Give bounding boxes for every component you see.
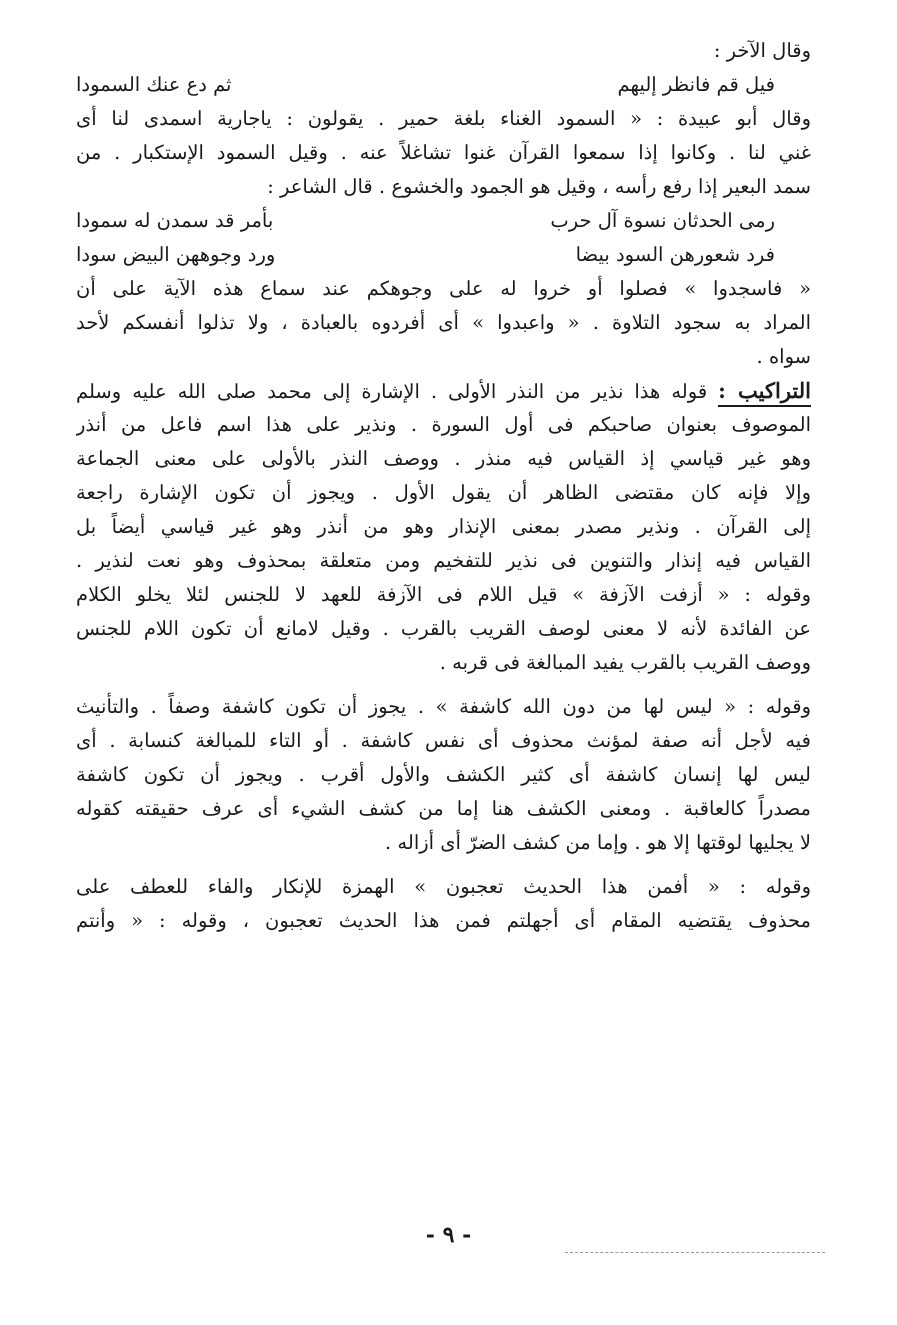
verse-first-hemistich: فرد شعورهن السود بيضا — [575, 243, 775, 266]
verse-second-hemistich: ورد وجوههن البيض سودا — [76, 243, 276, 266]
footer-rule — [565, 1252, 825, 1253]
page-body — [76, 34, 811, 938]
verse — [76, 68, 811, 102]
text-line: ووصف القريب بالقرب يفيد المبالغة فى قربه . — [439, 651, 811, 674]
verse-first-hemistich: فيل قم فانظر إليهم — [617, 73, 775, 96]
text-line: سمد البعير إذا رفع رأسه ، وقيل هو الجمود والخشوع . قال الشاعر : — [267, 175, 811, 198]
text-line: فيه لأجل أنه صفة لمؤنث محذوف أى نفس كاشفة . أو التاء للمبالغة كنسابة . أى — [76, 729, 811, 752]
section-first-line — [76, 374, 811, 408]
text-line: وقال الآخر : — [713, 39, 811, 62]
text-line: وقوله : « أفمن هذا الحديث تعجبون » الهمزة للإنكار والفاء للعطف على — [76, 875, 811, 898]
section-first-line-text: قوله هذا نذير من النذر الأولى . الإشارة إلى محمد صلى الله عليه وسلم — [76, 380, 708, 403]
text-line: وقوله : « أزفت الآزفة » قيل اللام فى الآزفة للعهد لا للجنس لئلا يخلو الكلام — [76, 583, 811, 606]
page-number: - ٩ - — [425, 1222, 472, 1248]
verse-second-hemistich: ثم دع عنك السمودا — [76, 73, 232, 96]
text-line: مصدراً كالعاقبة . ومعنى الكشف هنا إما من كشف الشيء أى عرف حقيقته كقوله — [76, 797, 811, 820]
text-line: سواه . — [756, 345, 811, 368]
section-heading: التراكيب : — [718, 378, 811, 407]
verse — [76, 238, 811, 272]
text-line: إلى القرآن . ونذير مصدر بمعنى الإنذار وهو من أنذر وهو غير قياسي أيضاً بل — [76, 515, 811, 538]
text-line: ليس لها إنسان كاشفة أى كثير الكشف والأول أقرب . ويجوز أن تكون كاشفة — [76, 763, 811, 786]
verse-first-hemistich: رمى الحدثان نسوة آل حرب — [550, 209, 775, 232]
verse — [76, 204, 811, 238]
text-line: وإلا فإنه كان مقتضى الظاهر أن يقول الأول . ويجوز أن تكون الإشارة راجعة — [76, 481, 811, 504]
text-line: المراد به سجود التلاوة . « واعبدوا » أى أفردوه بالعبادة ، ولا تذلوا أنفسكم لأحد — [76, 311, 811, 334]
text-line: عن الفائدة لأنه لا معنى لوصف القريب بالقرب . وقيل لامانع أن تكون اللام للجنس — [76, 617, 811, 640]
text-line: القياس فيه إنذار والتنوين فى نذير للتفخيم ومن متعلقة بمحذوف وهو نعت لنذير . — [76, 549, 811, 572]
text-line: الموصوف بعنوان صاحبكم فى أول السورة . ونذير على هذا اسم فاعل من أنذر — [76, 413, 811, 436]
text-line: غني لنا . وكانوا إذا سمعوا القرآن غنوا تشاغلاً عنه . وقيل السمود الإستكبار . من — [76, 141, 811, 164]
text-line: وقوله : « ليس لها من دون الله كاشفة » . يجوز أن تكون كاشفة وصفاً . والتأنيث — [76, 695, 811, 718]
text-line: وهو غير قياسي إذ القياس فيه منذر . ووصف النذر بالأولى على معنى الجماعة — [76, 447, 811, 470]
text-line: وقال أبو عبيدة : « السمود الغناء بلغة حمير . يقولون : ياجارية اسمدى لنا أى — [76, 107, 811, 130]
text-line: « فاسجدوا » فصلوا أو خروا له على وجوهكم عند سماع هذه الآية على أن — [76, 277, 811, 300]
text-line: محذوف يقتضيه المقام أى أجهلتم فمن هذا الحديث تعجبون ، وقوله : « وأنتم — [76, 909, 811, 932]
verse-second-hemistich: بأمر قد سمدن له سمودا — [76, 209, 274, 232]
text-line: لا يجليها لوقتها إلا هو . وإما من كشف الضرّ أى أزاله . — [385, 831, 811, 854]
